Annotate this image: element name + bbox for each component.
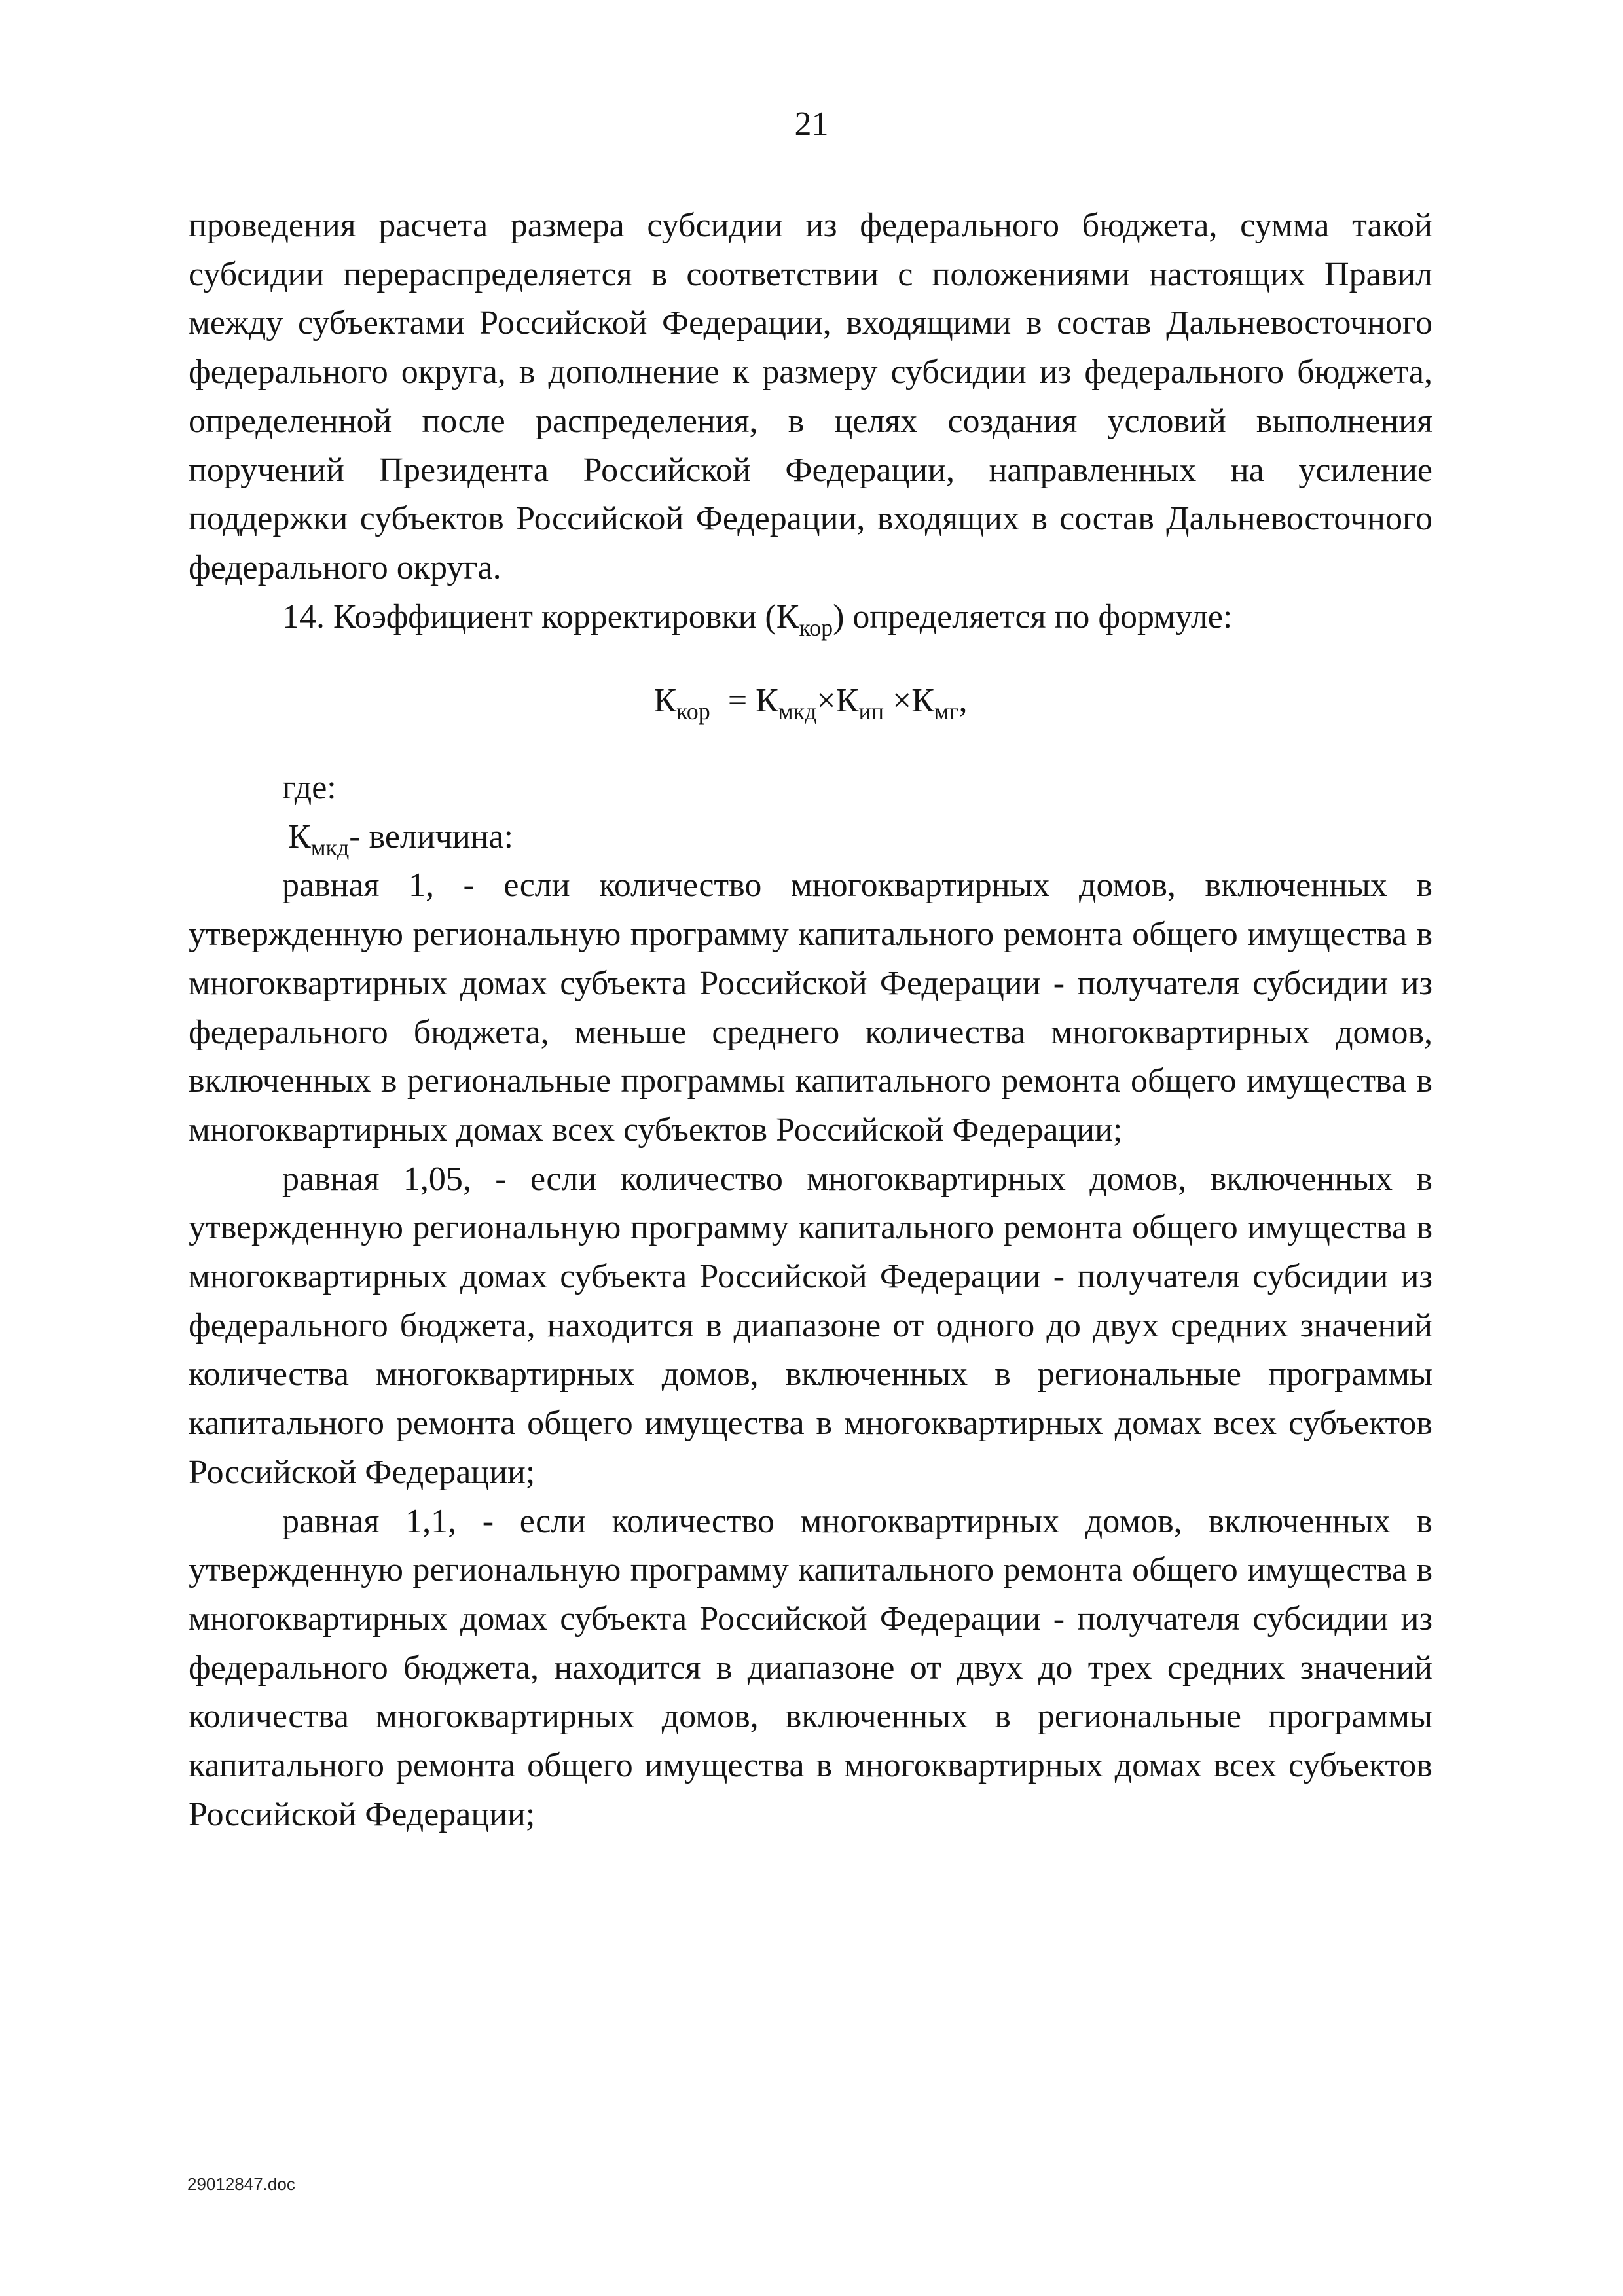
formula-times-2: × xyxy=(892,682,912,720)
kmkd-sub: мкд xyxy=(310,834,350,861)
formula-sub-kor: кор xyxy=(676,698,710,725)
paragraph-continuation: проведения расчета размера субсидии из федерального бюджета, сумма такой субсидии перераспределяется в соответствии с положениями настоящих Правил между субъектами Российской Федерации, входящими в состав Дальневосточного федерального округа, в дополнение к размеру субсидии из федерального бюджета, определенной после распределения, в целях создания условий выполнения поручений Президента Российской Федерации, направленных на усиление поддержки субъектов Российской Федерации, входящих в состав Дальневосточного федерального округа. xyxy=(189,207,1432,586)
coefficient-k-subscript: кор xyxy=(799,614,833,641)
page-number: 21 xyxy=(794,105,829,143)
formula xyxy=(189,677,1432,726)
formula-k-ip: К xyxy=(835,682,859,720)
footer-filename: 29012847.doc xyxy=(187,2174,295,2194)
document-body xyxy=(189,202,1432,1840)
where-label: где: xyxy=(282,769,337,807)
formula-k-kor: К xyxy=(653,682,677,720)
coefficient-k-symbol: К xyxy=(776,598,799,636)
paragraph-14-text-before: 14. Коэффициент корректировки ( xyxy=(282,598,776,636)
formula-times-1: × xyxy=(816,682,836,720)
formula-sub-mg: мг xyxy=(934,698,959,725)
formula-comma: , xyxy=(958,682,968,720)
paragraph-14-text-after: ) определяется по формуле: xyxy=(833,598,1233,636)
condition-1-05: равная 1,05, - если количество многоквартирных домов, включенных в утвержденную региональную программу капитального ремонта общего имущества в многоквартирных домах субъекта Российской Федерации - получателя субсидии из федерального бюджета, находится в диапазоне от одного до двух средних значений количества многоквартирных домов, включенных в региональные программы капитального ремонта общего имущества в многоквартирных домах всех субъектов Российской Федерации; xyxy=(189,1160,1432,1491)
formula-k-mg: К xyxy=(911,682,934,720)
paragraph-14 xyxy=(189,593,1432,642)
formula-equals: = xyxy=(727,682,748,720)
formula-k-mkd: К xyxy=(756,682,778,720)
condition-1-1: равная 1,1, - если количество многоквартирных домов, включенных в утвержденную региональную программу капитального ремонта общего имущества в многоквартирных домах субъекта Российской Федерации - получателя субсидии из федерального бюджета, находится в диапазоне от двух до трех средних значений количества многоквартирных домов, включенных в региональные программы капитального ремонта общего имущества в многоквартирных домах всех субъектов Российской Федерации; xyxy=(189,1502,1432,1833)
formula-sub-mkd: мкд xyxy=(778,698,817,725)
kmkd-k: К xyxy=(288,817,311,855)
kmkd-definition xyxy=(189,813,1432,862)
kmkd-text: - величина: xyxy=(349,817,514,855)
formula-sub-ip: ип xyxy=(858,698,884,725)
condition-1: равная 1, - если количество многоквартирных домов, включенных в утвержденную региональную программу капитального ремонта общего имущества в многоквартирных домах субъекта Российской Федерации - получателя субсидии из федерального бюджета, меньше среднего количества многоквартирных домов, включенных в региональные программы капитального ремонта общего имущества в многоквартирных домах всех субъектов Российской Федерации; xyxy=(189,867,1432,1149)
